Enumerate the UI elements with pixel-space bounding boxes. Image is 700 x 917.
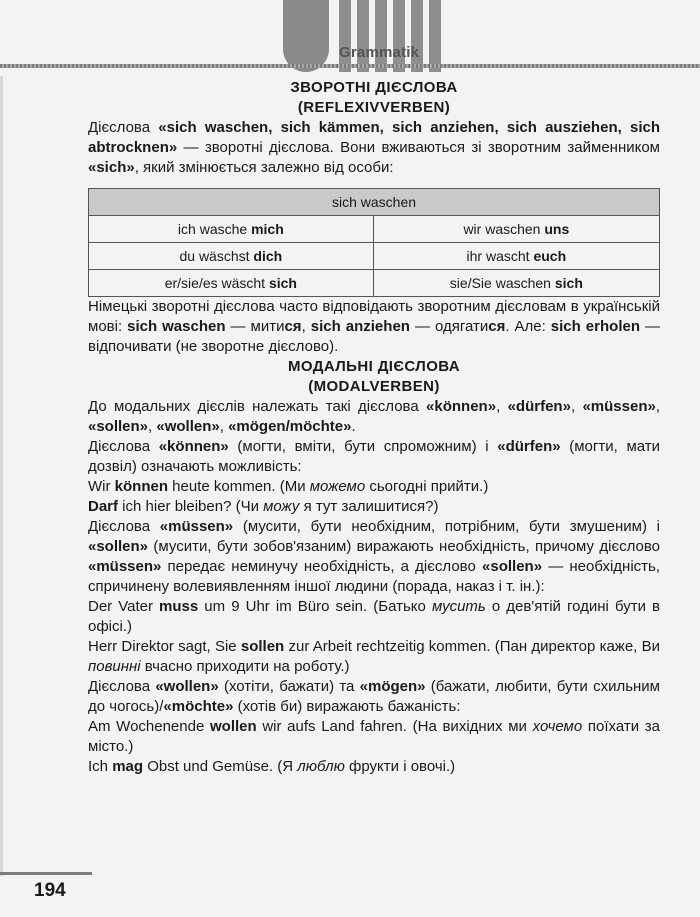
- page-content: [88, 78, 660, 777]
- text-run: Дієслова: [88, 678, 156, 695]
- header-tab: [283, 0, 329, 72]
- table-header: sich waschen: [89, 189, 660, 216]
- text-run: Am Wochenende: [88, 718, 210, 735]
- header-stripe: [339, 0, 351, 72]
- text-run: Дієслова: [88, 438, 159, 455]
- table-row: [89, 216, 660, 243]
- text-run: wir waschen: [463, 221, 545, 237]
- bold-run: «dürfen»: [507, 398, 571, 415]
- text-run: (бажати, любити, бути схильним до чогось)/: [88, 678, 660, 715]
- text-run: ihr wascht: [466, 248, 534, 264]
- left-margin-rule: [0, 76, 3, 876]
- table-row: [89, 243, 660, 270]
- example-sentence: [88, 477, 660, 497]
- text-run: передає неминучу необхідність, а дієслово: [161, 558, 483, 575]
- bold-run: sollen: [240, 638, 285, 655]
- bold-run: «müssen»: [159, 518, 234, 535]
- text-run: ,: [148, 418, 157, 435]
- table-cell: [373, 270, 659, 297]
- text-run: (мусити, бути необхідним, потрібним, бути змушеним) і: [233, 518, 660, 535]
- bold-run: sich waschen: [127, 318, 226, 335]
- text-run: ,: [496, 398, 508, 415]
- text-run: (могти, мати дозвіл) означають можливість:: [88, 438, 661, 475]
- header-stripe: [411, 0, 423, 72]
- text-run: ,: [655, 398, 660, 415]
- text-run: я тут залишитися?): [299, 498, 439, 515]
- bold-run: «können»: [426, 398, 497, 415]
- bold-run: «sollen»: [88, 538, 149, 555]
- header-stripe: [357, 0, 369, 72]
- table-cell: [373, 216, 659, 243]
- text-run: ,: [219, 418, 229, 435]
- text-run: er/sie/es wäscht: [164, 275, 269, 291]
- text-run: Der Vater: [88, 598, 160, 615]
- modal-subtitle: (MODALVERBEN): [308, 378, 440, 395]
- text-run: Obst und Gemüse. (Я: [143, 758, 298, 775]
- bold-run: sich: [554, 275, 583, 291]
- bold-run: «wollen»: [155, 678, 219, 695]
- reflexive-intro: [88, 118, 660, 178]
- bold-run: mich: [251, 221, 284, 237]
- modal-intro: [88, 397, 660, 437]
- bold-run: muss: [159, 598, 199, 615]
- footer-rule: [0, 872, 92, 875]
- bold-run: ся: [284, 318, 302, 335]
- bold-run: sich erholen: [550, 318, 640, 335]
- bold-run: wollen: [209, 718, 257, 735]
- table-cell: [373, 243, 659, 270]
- text-run: — відпочивати (не зворотне дієслово).: [88, 318, 660, 355]
- bold-run: können: [114, 478, 168, 495]
- text-run: До модальних дієслів належать такі дієслова: [88, 398, 427, 415]
- text-run: Ich: [88, 758, 113, 775]
- bold-run: sich: [268, 275, 297, 291]
- text-run: о дев'ятій годині бути в офісі.): [88, 598, 660, 635]
- italic-run: можу: [263, 498, 300, 515]
- text-run: фрукти і овочі.): [344, 758, 456, 775]
- bold-run: «mögen/möchte»: [228, 418, 352, 435]
- text-run: Herr Direktor sagt, Sie: [88, 638, 241, 655]
- text-run: (хотів би) виражають бажаність:: [233, 698, 461, 715]
- text-run: (мусити, бути зобов'язаним) виражають необхідність, причому дієслово: [148, 538, 660, 555]
- text-run: ich hier bleiben? (Чи: [118, 498, 264, 515]
- page-header: [0, 0, 700, 78]
- text-run: Німецькі зворотні дієслова часто відповідають зворотним дієсловам в українській мові:: [88, 298, 660, 335]
- bold-run: «müssen»: [88, 558, 162, 575]
- text-run: Wir: [88, 478, 115, 495]
- bold-run: euch: [533, 248, 567, 264]
- text-run: — необхідність, спричинену волевиявленням іншої людини (порада, наказ і т. ін.):: [88, 558, 661, 595]
- bold-run: ся: [488, 318, 506, 335]
- reflexive-subtitle: (REFLEXIVVERBEN): [297, 99, 451, 116]
- conjugation-table: [88, 188, 660, 297]
- reflexive-note: [88, 297, 660, 357]
- text-run: heute kommen. (Ми: [168, 478, 310, 495]
- italic-run: люблю: [297, 758, 345, 775]
- text-run: поїхати за місто.): [88, 718, 660, 755]
- example-sentence: [88, 597, 660, 637]
- text-run: ich wasche: [177, 221, 252, 237]
- table-row: [89, 270, 660, 297]
- text-run: sie/Sie waschen: [449, 275, 555, 291]
- text-run: .: [351, 418, 356, 435]
- koennen-duerfen-paragraph: [88, 437, 660, 477]
- bold-run: «mögen»: [359, 678, 426, 695]
- bold-run: «sich»: [88, 159, 135, 176]
- bold-run: «müssen»: [582, 398, 656, 415]
- text-run: Дієслова: [88, 518, 160, 535]
- bold-run: uns: [544, 221, 570, 237]
- header-stripe: [393, 0, 405, 72]
- text-run: — одягати: [409, 318, 489, 335]
- text-run: — мити: [225, 318, 285, 335]
- italic-run: повинні: [88, 658, 141, 675]
- text-run: сьогодні прийти.): [365, 478, 489, 495]
- table-cell: [89, 216, 374, 243]
- bold-run: «wollen»: [156, 418, 220, 435]
- wollen-moegen-paragraph: [88, 677, 660, 717]
- bold-run: Darf: [88, 498, 119, 515]
- header-stripe: [429, 0, 441, 72]
- text-run: (хотіти, бажати) та: [218, 678, 360, 695]
- text-run: Дієслова: [88, 119, 159, 136]
- example-sentence: [88, 637, 660, 677]
- text-run: ,: [301, 318, 311, 335]
- table-cell: [89, 270, 374, 297]
- italic-run: можемо: [309, 478, 366, 495]
- header-stripe: [375, 0, 387, 72]
- bold-run: dich: [253, 248, 283, 264]
- text-run: um 9 Uhr im Büro sein. (Батько: [198, 598, 432, 615]
- bold-run: «dürfen»: [497, 438, 561, 455]
- text-run: ,: [570, 398, 583, 415]
- reflexive-title: ЗВОРОТНІ ДІЄСЛОВА: [290, 79, 458, 96]
- bold-run: «möchte»: [163, 698, 234, 715]
- bold-run: mag: [112, 758, 144, 775]
- table-cell: [89, 243, 374, 270]
- text-run: — зворотні дієслова. Вони вживаються зі зворотним займенником: [177, 139, 660, 156]
- text-run: du wäschst: [179, 248, 254, 264]
- example-sentence: [88, 717, 660, 757]
- text-run: zur Arbeit rechtzeitig kommen. (Пан директор каже, Ви: [284, 638, 660, 655]
- example-sentence: [88, 497, 660, 517]
- bold-run: «sollen»: [88, 418, 149, 435]
- bold-run: «sollen»: [482, 558, 543, 575]
- text-run: , який змінюється залежно від особи:: [134, 159, 394, 176]
- italic-run: хочемо: [532, 718, 583, 735]
- modal-title: МОДАЛЬНІ ДІЄСЛОВА: [287, 358, 461, 375]
- text-run: wir aufs Land fahren. (На вихідних ми: [256, 718, 533, 735]
- header-rule: [0, 64, 700, 68]
- example-sentence: [88, 757, 660, 777]
- text-run: . Але:: [505, 318, 551, 335]
- muessen-sollen-paragraph: [88, 517, 660, 597]
- text-run: вчасно приходити на роботу.): [140, 658, 350, 675]
- bold-run: sich anziehen: [310, 318, 410, 335]
- bold-run: «sich waschen, sich kämmen, sich anziehen, sich ausziehen, sich abtrocknen»: [88, 119, 660, 156]
- text-run: (могти, вміти, бути спроможним) і: [228, 438, 498, 455]
- section-label: Grammatik: [339, 44, 420, 61]
- italic-run: мусить: [431, 598, 486, 615]
- page-number: 194: [34, 880, 66, 901]
- bold-run: «können»: [158, 438, 229, 455]
